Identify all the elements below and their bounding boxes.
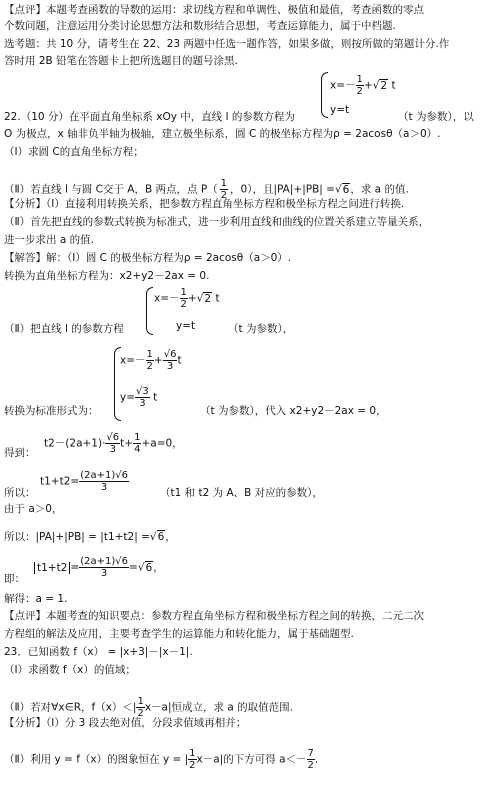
solution-line-3-note: （t 为参数）， xyxy=(228,323,294,335)
analysis-line-2: （Ⅱ）首先把直线的参数式转换为标准式，进一步利用直线和曲线的位置关系建立等量关系， xyxy=(4,216,430,228)
question-22-param-note: （t 为参数），以 xyxy=(398,111,474,123)
quadratic-equation: t2－(2a+1)· $\frac{√6}{3}$ t+ $\frac{1}{4}$ +a=0， xyxy=(44,432,183,455)
solution-line-3: （Ⅱ）把直线 l 的参数方程 xyxy=(4,323,124,335)
solution-line-4-note: （t 为参数），代入 x2+y2－2ax = 0， xyxy=(200,405,387,417)
standard-x: x=－ $\frac{1}{2}$ + $\frac{√6}{3}$ t xyxy=(120,349,182,372)
derived-label: 得到： xyxy=(4,447,36,459)
brace-j3 xyxy=(146,287,153,335)
roots-note: （t1 和 t2 为 A、B 对应的参数）， xyxy=(160,487,323,499)
analysis23-line-1: 【分析】（Ⅰ）分 3 段去绝对值，分段求值域再相并； xyxy=(4,717,247,729)
so-label: 所以： xyxy=(4,487,36,499)
brace-q22 xyxy=(321,72,328,118)
review-line-2: 个数问题，注意运用分类讨论思想方法和数形结合思想，考查运算能力，属于中档题. xyxy=(4,20,396,32)
question-22-line-2: O 为极点，x 轴非负半轴为极轴，建立极坐标系，圆 C 的极坐标方程为ρ = 2acosθ（a＞0）. xyxy=(4,128,441,140)
solution-line-2: 转换为直角坐标方程为：x2+y2－2ax = 0. xyxy=(4,270,210,282)
solution-result: 解得：a = 1. xyxy=(4,593,68,605)
q22-param-y: y=t xyxy=(330,104,350,116)
question-23: 23．已知函数 f（x） = |x+3|－|x－1|. xyxy=(4,646,193,658)
solution-line-4: 转换为标准形式为： xyxy=(4,405,99,417)
since-a-positive: 由于 a＞0， xyxy=(4,503,63,515)
analysis-line-3: 进一步求出 a 的值. xyxy=(4,234,94,246)
question-22-part-2: （Ⅱ）若直线 l 与圆 C交于 A，B 两点，点 P（ $\frac{1}{2}$ ，0），且|PA|+|PB| =√6，求 a 的值. xyxy=(4,178,409,201)
elective-line-1: 选考题：共 10 分，请考生在 22、23 两题中任选一题作答，如果多做，则按所做的第题计分.作 xyxy=(4,38,450,50)
q22-param-x: x=－ $\frac{1}{2}$ +√2 t xyxy=(330,74,396,97)
review2-line-1: 【点评】本题考查的知识要点：参数方程直角坐标方程和极坐标方程之间的转换，二元二次 xyxy=(4,610,424,622)
j3-param-x: x=－ $\frac{1}{2}$ +√2 t xyxy=(154,287,220,310)
abs-equation: t1+t2 = $\frac{(2a+1)√6}{3}$ =√6， xyxy=(34,556,164,579)
review2-line-2: 方程组的解法及应用，主要考查学生的运算能力和转化能力，属于基础题型. xyxy=(4,628,354,640)
solution-line-1: 【解答】解：（Ⅰ）圆 C 的极坐标方程为ρ = 2acosθ（a＞0）. xyxy=(4,252,292,264)
question-23-part-1: （Ⅰ）求函数 f（x）的值域； xyxy=(4,664,136,676)
question-22-part-1: （Ⅰ）求圆 C的直角坐标方程； xyxy=(4,146,144,158)
review-line-1: 【点评】本题考查函数的导数的运用：求切线方程和单调性、极值和最值，考查函数的零点 xyxy=(4,4,424,16)
question-22: 22.（10 分）在平面直角坐标系 xOy 中，直线 l 的参数方程为 xyxy=(4,111,295,123)
elective-line-2: 答时用 2B 铅笔在答题卡上把所选题目的题号涂黑. xyxy=(4,55,238,67)
distance-sum: 所以：|PA|+|PB| = |t1+t2| =√6， xyxy=(4,531,176,543)
analysis23-line-2: （Ⅱ）利用 y = f（x）的图象恒在 y = | $\frac{1}{2}$ x－a|的下方可得 a＜－ $\frac{7}{2}$ . xyxy=(4,748,319,771)
j3-param-y: y=t xyxy=(176,320,196,332)
analysis-line-1: 【分析】（Ⅰ）直接利用转换关系，把参数方程直角坐标方程和极坐标方程之间进行转换. xyxy=(4,198,405,210)
namely-label: 即： xyxy=(4,573,25,585)
question-23-part-2: （Ⅱ）若对∀x∈R，f（x）＜| $\frac{1}{2}$ x－a|恒成立，求 a 的取值范围. xyxy=(4,696,293,719)
sum-of-roots: t1+t2= $\frac{(2a+1)√6}{3}$ xyxy=(40,470,128,493)
standard-y: y= $\frac{√3}{3}$ t xyxy=(120,386,158,409)
